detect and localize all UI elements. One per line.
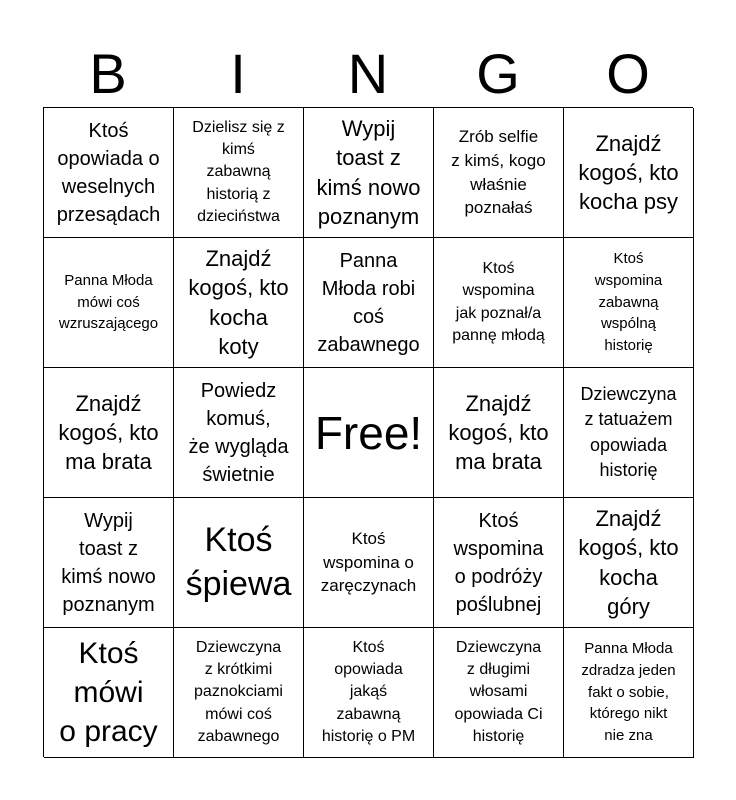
bingo-cell-free[interactable]: Free! bbox=[304, 368, 434, 498]
bingo-cell-r3-c4[interactable]: Znajdź kogoś, kto kocha góry bbox=[564, 498, 694, 628]
bingo-cell-r4-c3[interactable]: Dziewczyna z długimi włosami opowiada Ci historię bbox=[434, 628, 564, 758]
bingo-cell-r1-c2[interactable]: Panna Młoda robi coś zabawnego bbox=[304, 238, 434, 368]
bingo-cell-r0-c3[interactable]: Zrób selfie z kimś, kogo właśnie poznałaś bbox=[434, 108, 564, 238]
bingo-header bbox=[43, 40, 693, 108]
header-letter-b: B bbox=[89, 42, 127, 105]
bingo-cell-r0-c1[interactable]: Dzielisz się z kimś zabawną historią z dzieciństwa bbox=[174, 108, 304, 238]
bingo-board bbox=[43, 107, 693, 757]
bingo-cell-r2-c1[interactable]: Powiedz komuś, że wygląda świetnie bbox=[174, 368, 304, 498]
bingo-cell-r3-c1[interactable]: Ktoś śpiewa bbox=[174, 498, 304, 628]
bingo-cell-r1-c0[interactable]: Panna Młoda mówi coś wzruszającego bbox=[44, 238, 174, 368]
bingo-cell-r0-c0[interactable]: Ktoś opowiada o weselnych przesądach bbox=[44, 108, 174, 238]
bingo-cell-r0-c4[interactable]: Znajdź kogoś, kto kocha psy bbox=[564, 108, 694, 238]
bingo-cell-r1-c3[interactable]: Ktoś wspomina jak poznał/a pannę młodą bbox=[434, 238, 564, 368]
header-letter-o: O bbox=[606, 42, 650, 105]
bingo-cell-r3-c2[interactable]: Ktoś wspomina o zaręczynach bbox=[304, 498, 434, 628]
bingo-cell-r2-c0[interactable]: Znajdź kogoś, kto ma brata bbox=[44, 368, 174, 498]
bingo-cell-r3-c0[interactable]: Wypij toast z kimś nowo poznanym bbox=[44, 498, 174, 628]
header-letter-g: G bbox=[476, 42, 520, 105]
bingo-cell-r4-c1[interactable]: Dziewczyna z krótkimi paznokciami mówi coś zabawnego bbox=[174, 628, 304, 758]
bingo-cell-r0-c2[interactable]: Wypij toast z kimś nowo poznanym bbox=[304, 108, 434, 238]
header-letter-n: N bbox=[347, 42, 389, 105]
bingo-cell-r1-c4[interactable]: Ktoś wspomina zabawną wspólną historię bbox=[564, 238, 694, 368]
header-letter-i: I bbox=[230, 42, 246, 105]
bingo-cell-r4-c4[interactable]: Panna Młoda zdradza jeden fakt o sobie, którego nikt nie zna bbox=[564, 628, 694, 758]
bingo-cell-r1-c1[interactable]: Znajdź kogoś, kto kocha koty bbox=[174, 238, 304, 368]
bingo-cell-r3-c3[interactable]: Ktoś wspomina o podróży poślubnej bbox=[434, 498, 564, 628]
bingo-cell-r4-c2[interactable]: Ktoś opowiada jakąś zabawną historię o PM bbox=[304, 628, 434, 758]
bingo-cell-r2-c3[interactable]: Znajdź kogoś, kto ma brata bbox=[434, 368, 564, 498]
bingo-cell-r4-c0[interactable]: Ktoś mówi o pracy bbox=[44, 628, 174, 758]
bingo-cell-r2-c4[interactable]: Dziewczyna z tatuażem opowiada historię bbox=[564, 368, 694, 498]
